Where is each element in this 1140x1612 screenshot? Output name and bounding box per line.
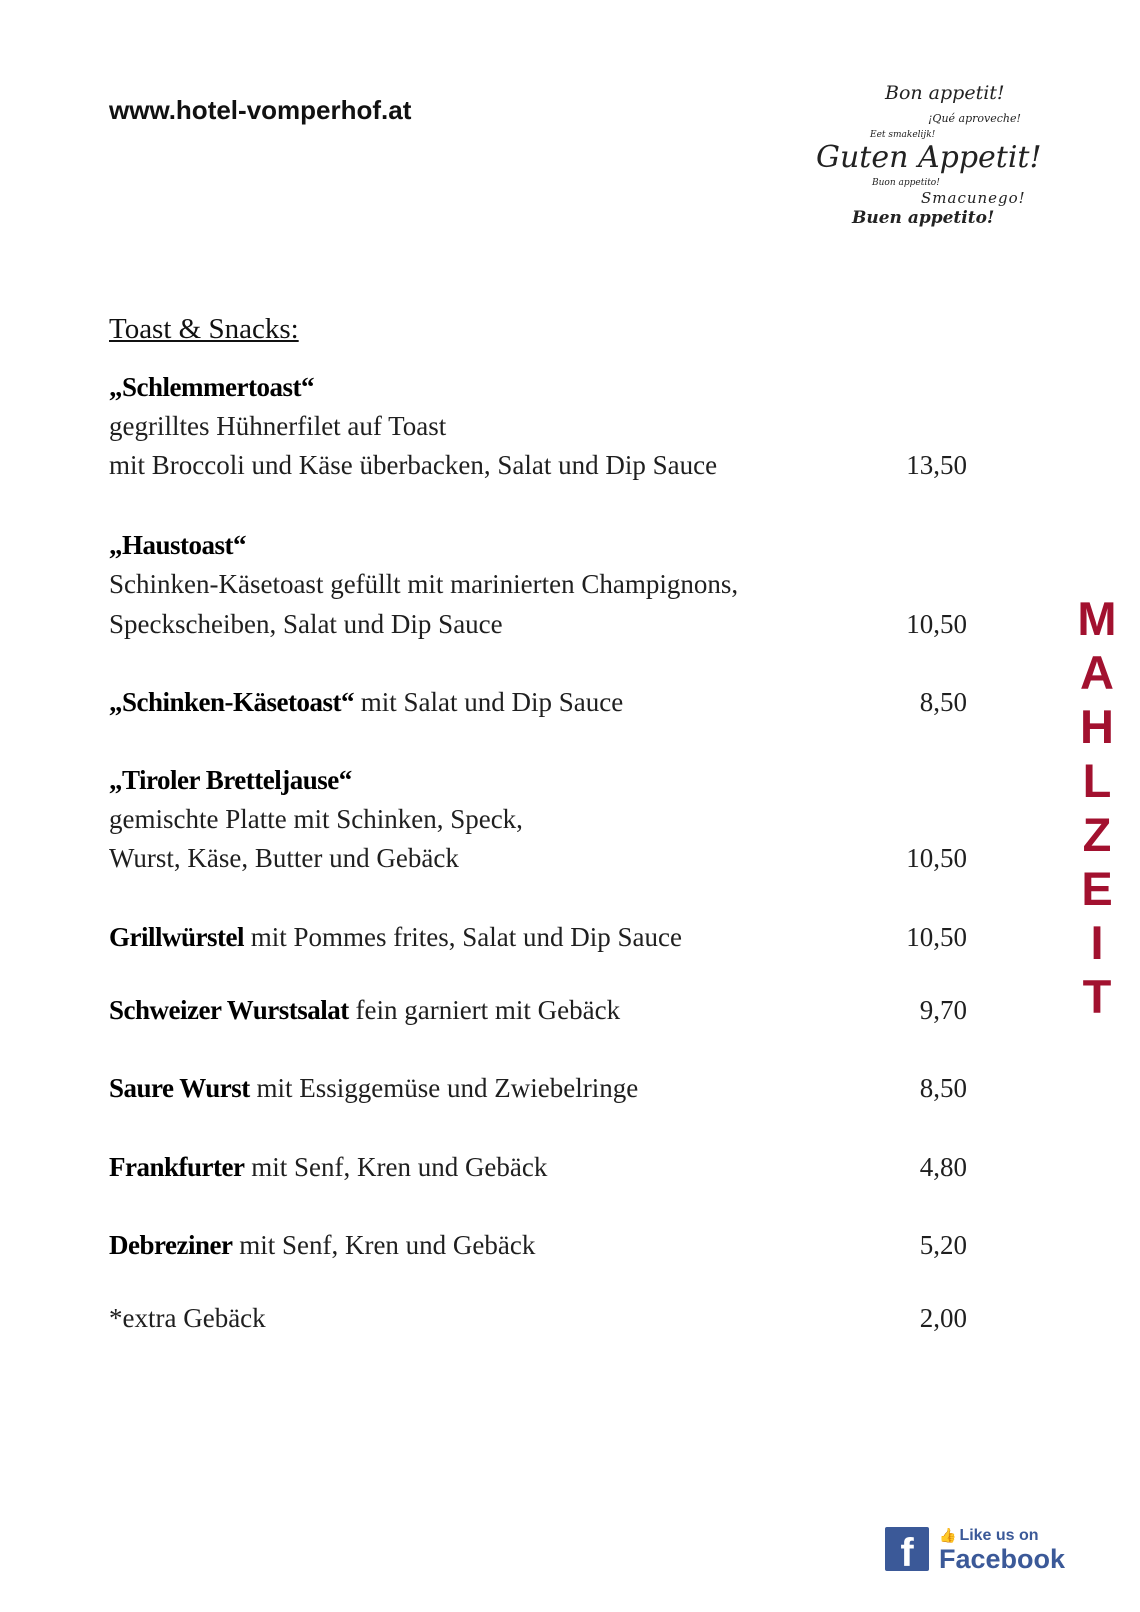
thumbs-up-icon: 👍 [939,1527,957,1543]
debreziner-price: 5,20 [919,1230,967,1260]
frankfurter-item: Frankfurter mit Senf, Kren und Gebäck [109,1152,548,1182]
mahlzeit-letter: L [1082,754,1112,807]
haustoast-name: „Haustoast“ [109,530,247,560]
section-title: Toast & Snacks: [109,313,299,345]
schlemmertoast-desc-1: gegrilltes Hühnerfilet auf Toast [109,411,447,441]
mahlzeit-letter: M [1077,592,1117,645]
greeting-italian: Buon appetito! [872,178,940,188]
facebook-like-text: 👍 Like us on [939,1527,1039,1544]
facebook-icon: f [885,1527,929,1571]
greeting-german: Guten Appetit! [816,140,1042,175]
mahlzeit-letter: T [1082,970,1112,1023]
mahlzeit-vertical-title [1072,592,1122,1024]
brettljause-desc-1: gemischte Platte mit Schinken, Speck, [109,804,523,834]
schlemmertoast-price: 13,50 [906,450,967,480]
greeting-dutch: Eet smakelijk! [870,130,936,140]
website-url[interactable]: www.hotel-vomperhof.at [109,95,412,125]
saure-wurst-item: Saure Wurst mit Essiggemüse und Zwiebelringe [109,1073,639,1103]
extra-gebaeck-price: 2,00 [919,1303,967,1333]
grillwuerstel-price: 10,50 [906,922,967,952]
bon-appetit-logo [800,78,1060,238]
facebook-wordmark: Facebook [939,1544,1066,1574]
brettljause-name: „Tiroler Bretteljause“ [109,765,352,795]
wurstsalat-price: 9,70 [919,995,967,1025]
wurstsalat-item: Schweizer Wurstsalat fein garniert mit Gebäck [109,995,621,1025]
mahlzeit-letter: I [1090,916,1104,969]
greeting-spanish: ¡Qué aproveche! [928,112,1021,125]
mahlzeit-letter: H [1080,700,1114,753]
extra-gebaeck-item: *extra Gebäck [109,1303,266,1333]
schlemmertoast-name: „Schlemmertoast“ [109,372,314,402]
haustoast-desc-2: Speckscheiben, Salat und Dip Sauce [109,609,503,639]
saure-wurst-price: 8,50 [919,1073,967,1103]
haustoast-desc-1: Schinken-Käsetoast gefüllt mit marinierten Champignons, [109,569,739,599]
debreziner-item: Debreziner mit Senf, Kren und Gebäck [109,1230,536,1260]
schinken-kaesetoast-item: „Schinken-Käsetoast“ mit Salat und Dip Sauce [109,687,624,717]
mahlzeit-letter: Z [1082,808,1112,861]
brettljause-price: 10,50 [906,843,967,873]
greeting-polish: Smacunego! [921,189,1026,207]
schinken-kaesetoast-price: 8,50 [919,687,967,717]
haustoast-price: 10,50 [906,609,967,639]
greeting-french: Bon appetit! [885,82,1005,104]
grillwuerstel-item: Grillwürstel mit Pommes frites, Salat und Dip Sauce [109,922,682,952]
greeting-buen: Buen appetito! [852,208,995,228]
mahlzeit-letter: E [1081,862,1113,915]
brettljause-desc-2: Wurst, Käse, Butter und Gebäck [109,843,459,873]
mahlzeit-letter: A [1080,646,1114,699]
frankfurter-price: 4,80 [919,1152,967,1182]
facebook-like-badge[interactable] [885,1527,1065,1573]
schlemmertoast-desc-2: mit Broccoli und Käse überbacken, Salat und Dip Sauce [109,450,718,480]
